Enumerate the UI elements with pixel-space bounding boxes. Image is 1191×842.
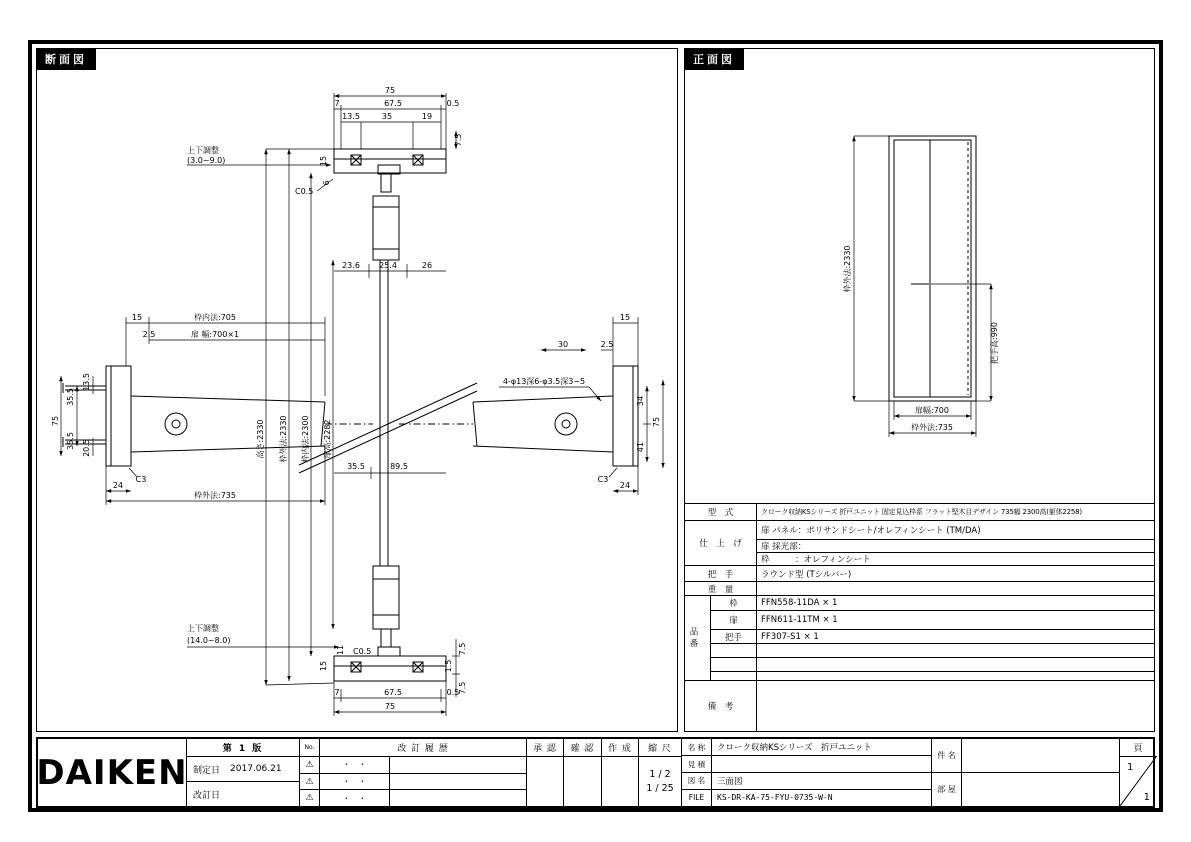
dim-left-35-5b: 35.5 (66, 432, 75, 450)
dim-top-0-5: 0.5 (446, 99, 460, 108)
create-header: 作 成 (602, 739, 638, 757)
dim-left-35-5a: 35.5 (66, 388, 75, 406)
room-value (962, 773, 1119, 806)
dim-top-25-4: 25.4 (379, 261, 397, 270)
dim-top-23-6: 23.6 (342, 261, 360, 270)
dim-front-door-width: 扉幅:700 (915, 406, 949, 415)
door-panel-section (380, 260, 388, 566)
dim-bottom-1-5: 1.5 (444, 659, 453, 673)
estimate-value (712, 756, 931, 772)
dim-mid-35-5: 35.5 (347, 462, 365, 471)
bottom-rail-section (334, 566, 446, 681)
dim-bottom-7: 7 (334, 688, 340, 697)
spec-row-part-door (685, 611, 1155, 630)
spec-model-value: クローク収納KSシリーズ 折戸ユニット 固定見込枠系 フラット堅木目デザイン 735幅 2300高(躯体2258) (757, 504, 1155, 521)
estimate-label: 見 積 (682, 756, 712, 772)
section-view-panel (36, 48, 678, 732)
left-detail-dimensions (61, 317, 325, 505)
history-date: ・ ・ (320, 757, 390, 773)
room-row (932, 773, 1119, 806)
approval-stamp-area (527, 757, 563, 806)
daiken-logo (38, 739, 187, 806)
spec-finish-door-panel: 扉 パネル：ポリサンドシート/オレフィンシート (TM/DA) (757, 521, 1155, 540)
name-row (682, 739, 931, 756)
spec-notes-label: 備 考 (685, 681, 757, 732)
scale-header: 縮 尺 (639, 739, 681, 757)
spec-part-frame-name: 枠 (711, 596, 757, 611)
dim-left-frame-inner-705: 枠内法:705 (194, 313, 236, 322)
spec-finish-frame: 枠 ：オレフィンシート (757, 553, 1155, 566)
dim-bottom-c05: C0.5 (353, 647, 372, 656)
page-denominator: 1 (1143, 792, 1150, 803)
page-header: 頁 (1120, 739, 1157, 757)
revision-no-column (300, 739, 320, 806)
dim-right-41: 41 (636, 441, 645, 453)
front-door-unit (889, 136, 976, 401)
drawing-name-label: 図 名 (682, 773, 712, 789)
spec-model-label: 型 式 (685, 504, 757, 521)
spec-row-weight (685, 582, 1155, 596)
revision-warning-icon: ⚠ (300, 774, 319, 791)
drawing-name-value: 三面図 (717, 776, 743, 787)
spec-part-frame-value: FFN558-11DA × 1 (757, 596, 1155, 611)
adjust-range-label-bottom: 上下調整 (187, 624, 219, 633)
file-label: FILE (682, 790, 712, 806)
spec-finish-door-light: 扉 採光部： (757, 540, 1155, 553)
dim-top-67-5: 67.5 (384, 99, 402, 108)
room-label: 部 屋 (932, 773, 962, 806)
history-date: ・ ・ (320, 774, 390, 790)
dim-total-height: 高さ:2330 (256, 419, 265, 459)
spec-finish-label: 仕 上 げ (685, 521, 757, 566)
spec-row-finish-1 (685, 521, 1155, 540)
adjust-range-value-bottom: (14.0~8.0) (187, 636, 231, 645)
history-header: 改 訂 履 歴 (320, 739, 526, 757)
history-date: ・ ・ (320, 790, 390, 806)
history-row (320, 774, 526, 791)
dim-top-26: 26 (421, 261, 433, 270)
spec-row-notes (685, 681, 1155, 732)
revision-warning-icon: ⚠ (300, 757, 319, 774)
dim-left-door-700: 扉 幅:700×1 (190, 330, 240, 339)
spec-row-empty-3 (685, 672, 1155, 681)
create-stamp-area (602, 757, 638, 806)
front-view-drawing (685, 49, 1154, 501)
dim-top-75: 75 (384, 86, 396, 95)
check-header: 確 認 (564, 739, 601, 757)
dim-frame-outer-height: 枠外法:2330 (279, 415, 288, 463)
page-diagonal (1120, 757, 1156, 806)
dim-right-30: 30 (557, 340, 569, 349)
dim-top-c05: C0.5 (295, 187, 314, 196)
front-dimensions (854, 136, 991, 437)
dim-left-13-5: 13.5 (82, 373, 91, 391)
dim-right-24: 24 (619, 481, 631, 490)
page-numerator: 1 (1127, 762, 1134, 773)
established-row (187, 757, 299, 782)
spec-part-handle-name: 把手 (711, 630, 757, 644)
dim-left-c3: C3 (135, 475, 147, 484)
dim-bottom-7-5a: 7.5 (458, 642, 467, 656)
spec-handle-label: 把 手 (685, 566, 757, 582)
dim-right-34: 34 (636, 395, 645, 407)
revision-warning-icon: ⚠ (305, 793, 314, 804)
spec-row-empty-1 (685, 644, 1155, 658)
spec-table (684, 503, 1155, 732)
dim-mid-89-5: 89.5 (390, 462, 408, 471)
dim-right-2-5: 2.5 (600, 340, 614, 349)
dim-top-7: 7 (334, 99, 340, 108)
dim-bottom-67-5: 67.5 (384, 688, 402, 697)
name-label: 名 称 (682, 739, 712, 755)
file-value: KS-DR-KA-75-FYU-0735-W-N (717, 793, 833, 803)
dim-frame-inner-height: 枠内法:2300 (301, 415, 310, 463)
drawing-name-row (682, 773, 931, 790)
revised-label: 改訂日 (193, 790, 221, 801)
history-row (320, 790, 526, 806)
edition-label: 第 1 版 (187, 739, 299, 757)
dim-left-15: 15 (131, 313, 143, 322)
dim-bottom-15: 15 (319, 660, 328, 672)
dim-bottom-75: 75 (384, 702, 396, 711)
revised-row (187, 782, 299, 806)
front-view-title: 正面図 (684, 48, 744, 70)
scale-values (639, 757, 681, 806)
dim-left-75: 75 (51, 415, 60, 427)
dim-bottom-0-5: 0.5 (446, 688, 460, 697)
create-column (602, 739, 639, 806)
estimate-row (682, 756, 931, 773)
adjust-range-value-top: (3.0~9.0) (187, 156, 226, 165)
spec-part-door-value: FFN611-11TM × 1 (757, 611, 1155, 630)
approval-column (527, 739, 564, 806)
check-stamp-area (564, 757, 601, 806)
page-column (1120, 739, 1157, 806)
spec-row-handle (685, 566, 1155, 582)
spec-notes-value (757, 681, 1155, 732)
dim-door-height: 扉高:2282 (323, 419, 332, 459)
scale-value-2: 1 / 25 (646, 783, 674, 794)
dim-left-24: 24 (112, 481, 124, 490)
established-date: 2017.06.21 (230, 764, 282, 774)
spec-row-empty-2 (685, 658, 1155, 672)
title-block (36, 737, 1155, 808)
spec-row-part-frame (685, 596, 1155, 611)
dim-top-19: 19 (421, 112, 433, 121)
no-header: No. (300, 739, 319, 757)
dim-top-15: 15 (319, 155, 328, 167)
dim-top-13-5: 13.5 (342, 112, 360, 121)
spec-row-model (685, 504, 1155, 521)
spec-part-handle-value: FF307-S1 × 1 (757, 630, 1155, 644)
sheet-frame (28, 40, 1163, 812)
subject-row (932, 739, 1119, 773)
right-detail-dimensions (334, 317, 663, 495)
dim-front-frame-width: 枠外法:735 (911, 423, 953, 432)
spec-weight-value (757, 582, 1155, 596)
section-view-drawing (37, 49, 677, 731)
subject-value (962, 739, 1119, 772)
dim-front-handle-height: 把手高:990 (990, 322, 999, 364)
dim-top-7-5: 7.5 (454, 133, 463, 147)
dim-right-75: 75 (652, 416, 661, 428)
file-row (682, 790, 931, 806)
adjust-range-label-top: 上下調整 (187, 146, 219, 155)
section-view-title: 断面図 (36, 48, 96, 70)
established-label: 制定日 (193, 765, 221, 776)
front-view-panel (684, 48, 1155, 732)
dim-left-20-5: 20.5 (82, 439, 91, 457)
page-value-cell (1120, 757, 1157, 806)
name-value: クローク収納KSシリーズ 折戸ユニット (717, 743, 872, 754)
check-column (564, 739, 602, 806)
hole-spec-note: 4-φ13深6-φ3.5深3~5 (502, 377, 586, 386)
dim-left-frame-outer-735: 枠外法:735 (194, 491, 236, 500)
bottom-dimensions (187, 639, 460, 716)
approval-header: 承 認 (527, 739, 563, 757)
spec-row-part-handle (685, 630, 1155, 644)
scale-value-1: 1 / 2 (649, 769, 671, 780)
dim-bottom-11: 11 (336, 644, 345, 656)
dim-top-6: 6 (322, 180, 331, 186)
spec-weight-label: 重 量 (685, 582, 757, 596)
logo-text: DAIKEN (36, 752, 188, 793)
scale-column (639, 739, 682, 806)
revision-history-block (320, 739, 527, 806)
spec-part-door-name: 扉 (711, 611, 757, 630)
spec-parts-label: 品番 (685, 596, 711, 681)
spec-handle-value: ラウンド型 (Tシルバー) (757, 566, 1155, 582)
edition-date-block (187, 739, 300, 806)
dim-front-frame-height: 枠外法:2330 (843, 245, 852, 293)
drawing-info-block (682, 739, 932, 806)
history-row (320, 757, 526, 774)
dim-left-2-5: 2.5 (142, 330, 156, 339)
subject-label: 件 名 (932, 739, 962, 772)
dim-right-c3: C3 (597, 475, 609, 484)
dim-right-15: 15 (619, 313, 631, 322)
project-info-block (932, 739, 1120, 806)
dim-bottom-7-5b: 7.5 (458, 681, 467, 695)
top-rail-section (334, 149, 446, 260)
dim-top-35: 35 (381, 112, 393, 121)
